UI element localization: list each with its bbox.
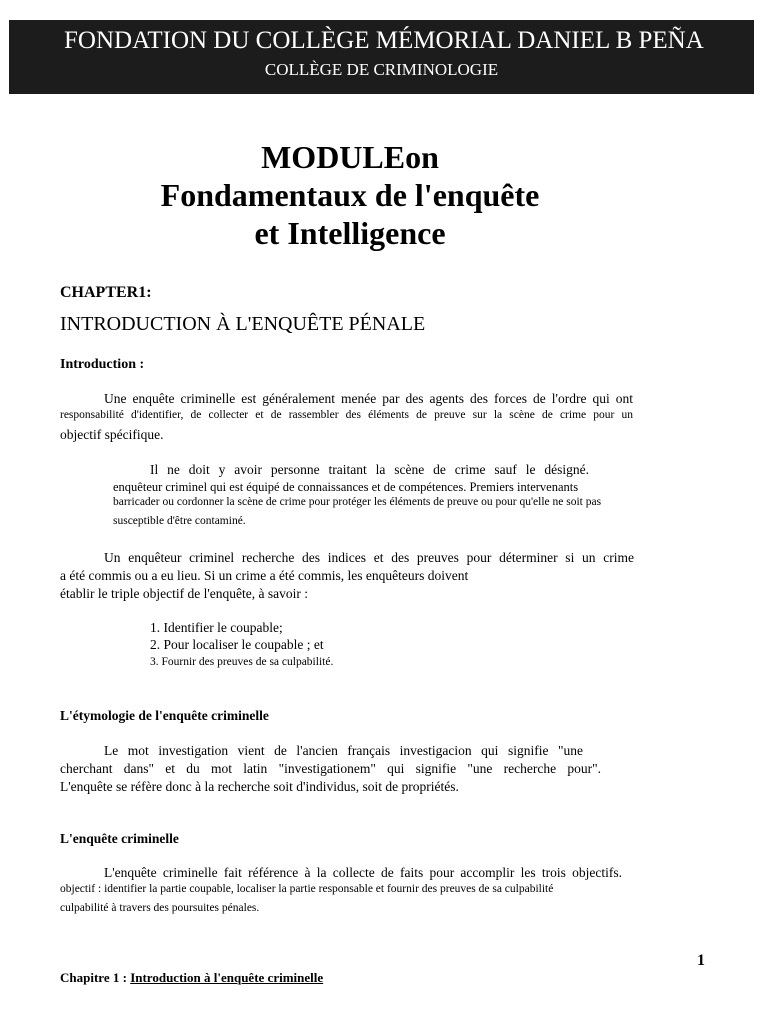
intro-p1-line2: responsabilité d'identifier, de collecter et de rassembler des éléments de preuve sur la scène de crime pour un [60,409,633,421]
header-banner [9,20,754,94]
chapter-label: CHAPTER1: [60,284,152,301]
intro-p1-line1: Une enquête criminelle est généralement menée par des agents des forces de l'ordre qui ont [104,391,633,406]
chapter-subtitle: INTRODUCTION À L'ENQUÊTE PÉNALE [60,313,426,335]
etymology-line1: Le mot investigation vient de l'ancien français investigacion qui signifie "une [104,743,583,758]
footer-chapter-prefix: Chapitre 1 : [60,970,127,985]
intro-p2-line4: susceptible d'être contaminé. [113,515,246,527]
intro-p2-line3: barricader ou cordonner la scène de crime pour protéger les éléments de preuve ou pour qu'elle ne soit pas [113,496,602,508]
intro-p3-line3: établir le triple objectif de l'enquête, à savoir : [60,586,308,601]
module-title [100,138,600,252]
etymology-line2: cherchant dans" et du mot latin "investigationem" qui signifie "une recherche pour". [60,761,601,776]
college-name: COLLÈGE DE CRIMINOLOGIE [264,60,499,79]
criminal-line1: L'enquête criminelle fait référence à la collecte de faits pour accomplir les trois objectifs. [104,865,622,880]
etymology-heading: L'étymologie de l'enquête criminelle [60,708,269,723]
intro-heading: Introduction : [60,357,145,372]
objective-list-item: 2. Pour localiser le coupable ; et [150,637,324,652]
intro-p2-line1: Il ne doit y avoir personne traitant la scène de crime sauf le désigné. [150,462,589,477]
criminal-line3: culpabilité à travers des poursuites pénales. [60,902,260,914]
objective-list-item: 1. Identifier le coupable; [150,620,283,635]
title-line-1: MODULEon [261,139,439,175]
intro-p3-line1: Un enquêteur criminel recherche des indices et des preuves pour déterminer si un crime [104,550,634,565]
footer-chapter-title: Introduction à l'enquête criminelle [130,970,324,985]
institution-name: FONDATION DU COLLÈGE MÉMORIAL DANIEL B PEÑA [64,27,704,54]
title-line-3: et Intelligence [254,215,446,251]
title-line-2: Fondamentaux de l'enquête [160,177,540,213]
footer-chapter [60,970,363,986]
intro-p2-line2: enquêteur criminel qui est équipé de connaissances et de compétences. Premiers intervenants [113,480,579,494]
intro-p1-line3: objectif spécifique. [60,427,164,442]
criminal-investigation-heading: L'enquête criminelle [60,831,179,846]
page-number: 1 [697,952,705,969]
etymology-line3: L'enquête se réfère donc à la recherche soit d'individus, soit de propriétés. [60,779,459,794]
criminal-line2: objectif : identifier la partie coupable, localiser la partie responsable et fournir des preuves de sa culpabilité [60,883,554,895]
intro-p3-line2: a été commis ou a eu lieu. Si un crime a été commis, les enquêteurs doivent [60,568,469,583]
objective-list-item: 3. Fournir des preuves de sa culpabilité. [150,656,334,668]
